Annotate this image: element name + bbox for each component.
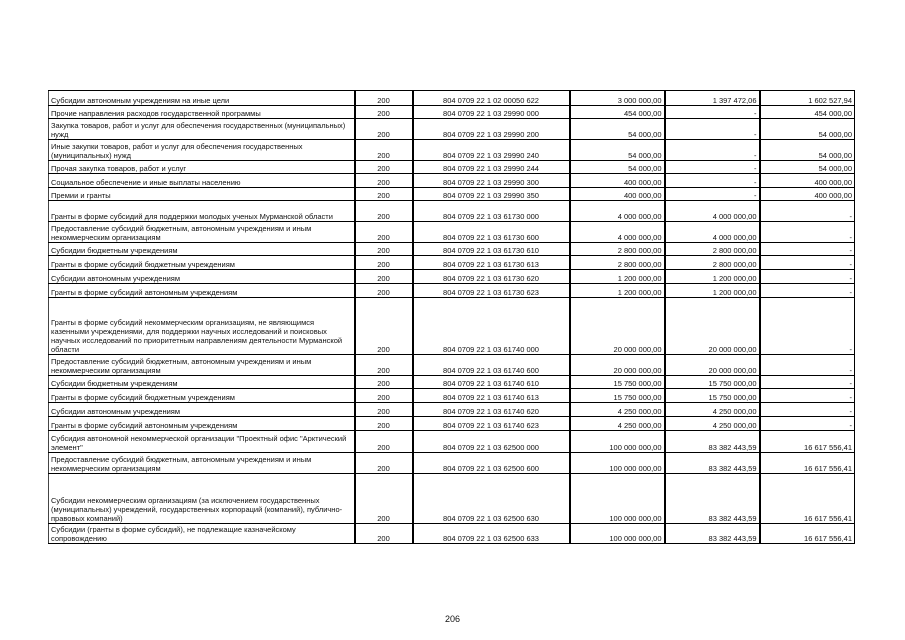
row-code-cell: 200: [355, 174, 413, 188]
row-kbk-cell: 804 0709 22 1 03 62500 633: [413, 524, 570, 544]
row-kbk-cell: 804 0709 22 1 03 62500 000: [413, 431, 570, 453]
row-executed-cell: 83 382 443,59: [665, 431, 760, 453]
row-code-cell: 200: [355, 453, 413, 474]
row-code-cell: 200: [355, 284, 413, 298]
row-assigned-cell: 4 000 000,00: [570, 222, 665, 243]
row-executed-cell: 20 000 000,00: [665, 298, 760, 355]
row-kbk-cell: 804 0709 22 1 03 29990 000: [413, 106, 570, 119]
row-unexecuted-cell: 454 000,00: [760, 106, 855, 119]
row-executed-cell: -: [665, 188, 760, 201]
row-code-cell: 200: [355, 298, 413, 355]
table-row: [49, 140, 855, 161]
row-name-cell: Социальное обеспечение и иные выплаты населению: [49, 174, 355, 188]
row-code-cell: 200: [355, 119, 413, 140]
row-name-cell: Премии и гранты: [49, 188, 355, 201]
table-row: [49, 161, 855, 174]
row-kbk-cell: 804 0709 22 1 02 00050 622: [413, 91, 570, 106]
row-code-cell: 200: [355, 161, 413, 174]
row-kbk-cell: 804 0709 22 1 03 62500 600: [413, 453, 570, 474]
row-assigned-cell: 100 000 000,00: [570, 431, 665, 453]
row-name-cell: Гранты в форме субсидий для поддержки молодых ученых Мурманской области: [49, 201, 355, 222]
row-code-cell: 200: [355, 106, 413, 119]
row-code-cell: 200: [355, 376, 413, 389]
row-unexecuted-cell: -: [760, 355, 855, 376]
row-assigned-cell: 4 250 000,00: [570, 403, 665, 417]
table-row: [49, 417, 855, 431]
row-code-cell: 200: [355, 403, 413, 417]
row-assigned-cell: 100 000 000,00: [570, 453, 665, 474]
row-kbk-cell: 804 0709 22 1 03 61740 620: [413, 403, 570, 417]
row-name-cell: Гранты в форме субсидий автономным учреждениям: [49, 417, 355, 431]
row-assigned-cell: 1 200 000,00: [570, 270, 665, 284]
row-kbk-cell: 804 0709 22 1 03 29990 300: [413, 174, 570, 188]
table-row: [49, 403, 855, 417]
row-unexecuted-cell: 54 000,00: [760, 161, 855, 174]
table-row: [49, 284, 855, 298]
row-assigned-cell: 100 000 000,00: [570, 474, 665, 524]
row-unexecuted-cell: 16 617 556,41: [760, 431, 855, 453]
table-row: [49, 243, 855, 256]
row-code-cell: 200: [355, 474, 413, 524]
row-kbk-cell: 804 0709 22 1 03 29990 200: [413, 119, 570, 140]
table-row: [49, 355, 855, 376]
row-code-cell: 200: [355, 355, 413, 376]
row-unexecuted-cell: 400 000,00: [760, 174, 855, 188]
row-assigned-cell: 4 000 000,00: [570, 201, 665, 222]
row-assigned-cell: 400 000,00: [570, 188, 665, 201]
row-kbk-cell: 804 0709 22 1 03 61730 610: [413, 243, 570, 256]
row-assigned-cell: 20 000 000,00: [570, 355, 665, 376]
table-row: [49, 256, 855, 270]
table-row: [49, 524, 855, 544]
row-unexecuted-cell: 54 000,00: [760, 119, 855, 140]
row-unexecuted-cell: 16 617 556,41: [760, 524, 855, 544]
row-executed-cell: 4 250 000,00: [665, 403, 760, 417]
row-code-cell: 200: [355, 188, 413, 201]
row-unexecuted-cell: 16 617 556,41: [760, 474, 855, 524]
row-unexecuted-cell: -: [760, 403, 855, 417]
table-row: [49, 106, 855, 119]
row-name-cell: Предоставление субсидий бюджетным, автономным учреждениям и иным некоммерческим организациям: [49, 222, 355, 243]
row-kbk-cell: 804 0709 22 1 03 61740 623: [413, 417, 570, 431]
row-executed-cell: 83 382 443,59: [665, 453, 760, 474]
row-executed-cell: 15 750 000,00: [665, 389, 760, 403]
row-code-cell: 200: [355, 201, 413, 222]
row-unexecuted-cell: 16 617 556,41: [760, 453, 855, 474]
row-code-cell: 200: [355, 431, 413, 453]
table-row: [49, 222, 855, 243]
row-unexecuted-cell: -: [760, 284, 855, 298]
row-name-cell: Предоставление субсидий бюджетным, автономным учреждениям и иным некоммерческим организациям: [49, 453, 355, 474]
table-row: [49, 201, 855, 222]
row-assigned-cell: 20 000 000,00: [570, 298, 665, 355]
row-code-cell: 200: [355, 270, 413, 284]
row-executed-cell: 83 382 443,59: [665, 474, 760, 524]
row-assigned-cell: 54 000,00: [570, 140, 665, 161]
row-unexecuted-cell: -: [760, 243, 855, 256]
row-name-cell: Закупка товаров, работ и услуг для обеспечения государственных (муниципальных) нужд: [49, 119, 355, 140]
table-row: [49, 174, 855, 188]
row-unexecuted-cell: -: [760, 417, 855, 431]
row-unexecuted-cell: -: [760, 298, 855, 355]
row-name-cell: Гранты в форме субсидий автономным учреждениям: [49, 284, 355, 298]
row-name-cell: Субсидии автономным учреждениям на иные цели: [49, 91, 355, 106]
row-code-cell: 200: [355, 389, 413, 403]
row-name-cell: Гранты в форме субсидий бюджетным учреждениям: [49, 256, 355, 270]
row-executed-cell: -: [665, 161, 760, 174]
row-assigned-cell: 2 800 000,00: [570, 256, 665, 270]
row-assigned-cell: 15 750 000,00: [570, 389, 665, 403]
row-executed-cell: 15 750 000,00: [665, 376, 760, 389]
row-name-cell: Субсидии (гранты в форме субсидий), не подлежащие казначейскому сопровождению: [49, 524, 355, 544]
row-name-cell: Иные закупки товаров, работ и услуг для обеспечения государственных (муниципальных) нужд: [49, 140, 355, 161]
row-name-cell: Субсидия автономной некоммерческой организации "Проектный офис "Арктический элемент": [49, 431, 355, 453]
row-kbk-cell: 804 0709 22 1 03 61730 600: [413, 222, 570, 243]
row-name-cell: Субсидии автономным учреждениям: [49, 403, 355, 417]
row-kbk-cell: 804 0709 22 1 03 29990 240: [413, 140, 570, 161]
row-unexecuted-cell: -: [760, 376, 855, 389]
row-executed-cell: 4 250 000,00: [665, 417, 760, 431]
row-executed-cell: -: [665, 174, 760, 188]
row-unexecuted-cell: -: [760, 389, 855, 403]
table-body: [49, 91, 855, 544]
row-executed-cell: -: [665, 140, 760, 161]
row-executed-cell: 1 397 472,06: [665, 91, 760, 106]
row-unexecuted-cell: -: [760, 256, 855, 270]
row-kbk-cell: 804 0709 22 1 03 61730 000: [413, 201, 570, 222]
row-executed-cell: 20 000 000,00: [665, 355, 760, 376]
row-code-cell: 200: [355, 243, 413, 256]
table-row: [49, 188, 855, 201]
row-name-cell: Субсидии автономным учреждениям: [49, 270, 355, 284]
row-executed-cell: -: [665, 119, 760, 140]
row-executed-cell: 4 000 000,00: [665, 222, 760, 243]
row-code-cell: 200: [355, 140, 413, 161]
budget-execution-table: [48, 90, 855, 544]
row-assigned-cell: 4 250 000,00: [570, 417, 665, 431]
row-code-cell: 200: [355, 222, 413, 243]
row-name-cell: Субсидии некоммерческим организациям (за исключением государственных (муниципальных) учреждений, государственных корпораций (компаний), публично-правовых компаний): [49, 474, 355, 524]
row-kbk-cell: 804 0709 22 1 03 61730 620: [413, 270, 570, 284]
row-assigned-cell: 100 000 000,00: [570, 524, 665, 544]
row-executed-cell: 1 200 000,00: [665, 284, 760, 298]
row-code-cell: 200: [355, 91, 413, 106]
row-kbk-cell: 804 0709 22 1 03 61730 613: [413, 256, 570, 270]
row-code-cell: 200: [355, 256, 413, 270]
row-executed-cell: -: [665, 106, 760, 119]
table-row: [49, 298, 855, 355]
table-row: [49, 431, 855, 453]
row-unexecuted-cell: -: [760, 222, 855, 243]
row-assigned-cell: 3 000 000,00: [570, 91, 665, 106]
row-kbk-cell: 804 0709 22 1 03 29990 244: [413, 161, 570, 174]
row-unexecuted-cell: 1 602 527,94: [760, 91, 855, 106]
row-assigned-cell: 15 750 000,00: [570, 376, 665, 389]
table-row: [49, 474, 855, 524]
row-executed-cell: 1 200 000,00: [665, 270, 760, 284]
row-kbk-cell: 804 0709 22 1 03 61740 613: [413, 389, 570, 403]
table-row: [49, 91, 855, 106]
row-name-cell: Прочие направления расходов государственной программы: [49, 106, 355, 119]
row-kbk-cell: 804 0709 22 1 03 61740 610: [413, 376, 570, 389]
table-row: [49, 270, 855, 284]
row-name-cell: Прочая закупка товаров, работ и услуг: [49, 161, 355, 174]
table-row: [49, 376, 855, 389]
row-name-cell: Гранты в форме субсидий бюджетным учреждениям: [49, 389, 355, 403]
row-kbk-cell: 804 0709 22 1 03 62500 630: [413, 474, 570, 524]
row-assigned-cell: 2 800 000,00: [570, 243, 665, 256]
table-row: [49, 389, 855, 403]
row-assigned-cell: 54 000,00: [570, 119, 665, 140]
row-unexecuted-cell: -: [760, 270, 855, 284]
row-kbk-cell: 804 0709 22 1 03 61730 623: [413, 284, 570, 298]
row-unexecuted-cell: -: [760, 201, 855, 222]
page-number: 206: [444, 614, 461, 624]
row-executed-cell: 4 000 000,00: [665, 201, 760, 222]
row-unexecuted-cell: 54 000,00: [760, 140, 855, 161]
row-name-cell: Субсидии бюджетным учреждениям: [49, 243, 355, 256]
row-name-cell: Предоставление субсидий бюджетным, автономным учреждениям и иным некоммерческим организациям: [49, 355, 355, 376]
row-code-cell: 200: [355, 417, 413, 431]
table-row: [49, 453, 855, 474]
table-row: [49, 119, 855, 140]
row-assigned-cell: 1 200 000,00: [570, 284, 665, 298]
row-kbk-cell: 804 0709 22 1 03 61740 600: [413, 355, 570, 376]
row-name-cell: Субсидии бюджетным учреждениям: [49, 376, 355, 389]
row-assigned-cell: 400 000,00: [570, 174, 665, 188]
row-executed-cell: 83 382 443,59: [665, 524, 760, 544]
row-code-cell: 200: [355, 524, 413, 544]
row-kbk-cell: 804 0709 22 1 03 61740 000: [413, 298, 570, 355]
row-name-cell: Гранты в форме субсидий некоммерческим организациям, не являющимся казенными учреждениями, для поддержки научных исследований и поисковых научных исследований по приоритетным направлениям деятельности Мурманской области: [49, 298, 355, 355]
row-executed-cell: 2 800 000,00: [665, 243, 760, 256]
row-unexecuted-cell: 400 000,00: [760, 188, 855, 201]
row-kbk-cell: 804 0709 22 1 03 29990 350: [413, 188, 570, 201]
row-assigned-cell: 454 000,00: [570, 106, 665, 119]
row-assigned-cell: 54 000,00: [570, 161, 665, 174]
row-executed-cell: 2 800 000,00: [665, 256, 760, 270]
